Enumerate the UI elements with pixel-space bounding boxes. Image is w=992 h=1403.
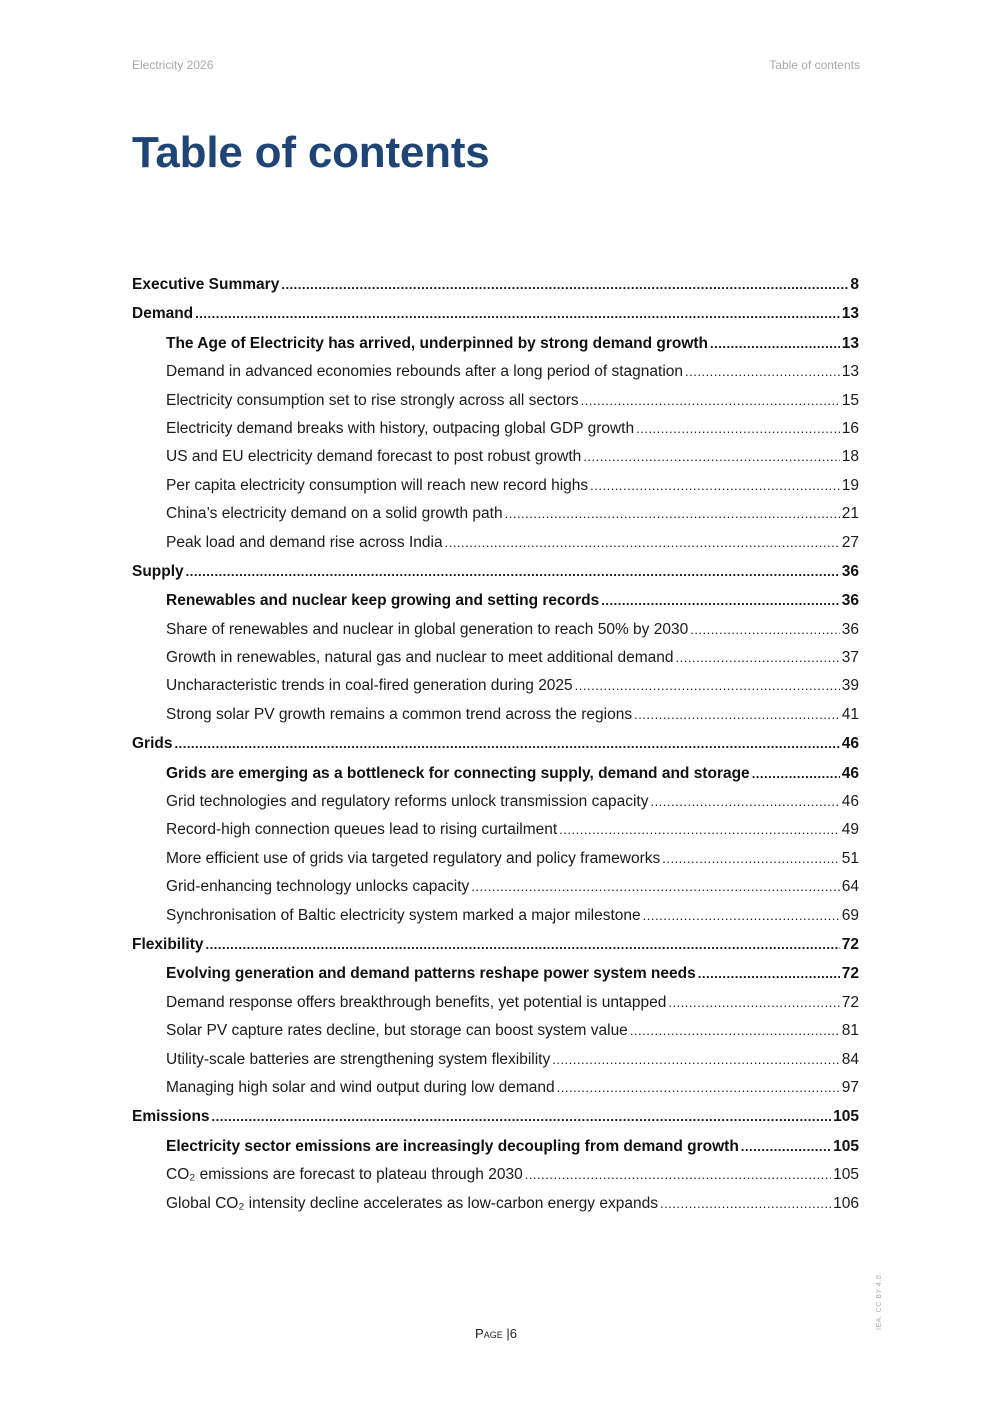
dot-leader bbox=[552, 1050, 840, 1070]
toc-entry-title: China’s electricity demand on a solid growth path bbox=[166, 505, 503, 523]
toc-subsection[interactable] bbox=[132, 676, 859, 696]
page-footer bbox=[0, 1326, 992, 1341]
toc-entry-title: Share of renewables and nuclear in global generation to reach 50% by 2030 bbox=[166, 620, 689, 638]
toc-page-number: 72 bbox=[841, 935, 859, 953]
toc-subsection[interactable] bbox=[132, 504, 859, 524]
toc-entry-title: Renewables and nuclear keep growing and setting records bbox=[166, 592, 600, 610]
toc-subsection[interactable] bbox=[132, 620, 859, 640]
toc-page-number: 39 bbox=[841, 677, 859, 695]
page-number: 6 bbox=[509, 1326, 517, 1341]
dot-leader bbox=[557, 1078, 840, 1098]
toc-entry-title: Solar PV capture rates decline, but storage can boost system value bbox=[166, 1022, 628, 1040]
toc-entry-title: Grids bbox=[132, 735, 173, 753]
page-title: Table of contents bbox=[132, 128, 490, 177]
toc-page-number: 69 bbox=[841, 906, 859, 924]
table-of-contents bbox=[132, 270, 859, 1214]
toc-page-number: 36 bbox=[841, 562, 859, 580]
toc-page-number: 49 bbox=[841, 821, 859, 839]
toc-entry-title: Per capita electricity consumption will reach new record highs bbox=[166, 476, 589, 494]
dot-leader bbox=[575, 676, 840, 696]
toc-subsection[interactable] bbox=[132, 705, 859, 725]
toc-entry-title: Synchronisation of Baltic electricity system marked a major milestone bbox=[166, 906, 641, 924]
dot-leader bbox=[281, 275, 848, 295]
toc-section[interactable] bbox=[132, 591, 859, 611]
toc-page-number: 16 bbox=[841, 419, 859, 437]
toc-subsection[interactable] bbox=[132, 820, 859, 840]
toc-entry-title: Electricity sector emissions are increasingly decoupling from demand growth bbox=[166, 1137, 739, 1155]
dot-leader bbox=[676, 648, 840, 668]
toc-page-number: 13 bbox=[841, 334, 859, 352]
toc-subsection[interactable] bbox=[132, 792, 859, 812]
toc-subsection[interactable] bbox=[132, 391, 859, 411]
toc-page-number: 81 bbox=[841, 1022, 859, 1040]
toc-page-number: 13 bbox=[841, 363, 859, 381]
toc-entry-title: Managing high solar and wind output during low demand bbox=[166, 1078, 555, 1096]
toc-page-number: 72 bbox=[841, 993, 859, 1011]
toc-page-number: 19 bbox=[841, 476, 859, 494]
toc-entry-title: Evolving generation and demand patterns reshape power system needs bbox=[166, 965, 696, 983]
dot-leader bbox=[206, 935, 840, 955]
toc-subsection[interactable] bbox=[132, 1194, 859, 1214]
toc-page-number: 37 bbox=[841, 649, 859, 667]
toc-subsection[interactable] bbox=[132, 993, 859, 1013]
dot-leader bbox=[445, 533, 840, 553]
dot-leader bbox=[650, 792, 839, 812]
toc-entry-title: Global CO₂ intensity decline accelerates as low-carbon energy expands bbox=[166, 1194, 658, 1212]
toc-entry-title: Electricity consumption set to rise strongly across all sectors bbox=[166, 391, 579, 409]
toc-subsection[interactable] bbox=[132, 1050, 859, 1070]
dot-leader bbox=[174, 734, 839, 754]
toc-entry-title: US and EU electricity demand forecast to post robust growth bbox=[166, 448, 582, 466]
dot-leader bbox=[195, 304, 840, 324]
dot-leader bbox=[630, 1021, 840, 1041]
toc-page-number: 13 bbox=[841, 305, 859, 323]
toc-subsection[interactable] bbox=[132, 1165, 859, 1185]
dot-leader bbox=[752, 764, 840, 784]
dot-leader bbox=[660, 1194, 831, 1214]
toc-subsection[interactable] bbox=[132, 906, 859, 926]
dot-leader bbox=[668, 993, 839, 1013]
toc-chapter[interactable] bbox=[132, 562, 859, 582]
toc-entry-title: Strong solar PV growth remains a common trend across the regions bbox=[166, 705, 633, 723]
toc-subsection[interactable] bbox=[132, 849, 859, 869]
toc-entry-title: Grid-enhancing technology unlocks capacity bbox=[166, 878, 470, 896]
toc-subsection[interactable] bbox=[132, 476, 859, 496]
dot-leader bbox=[186, 562, 840, 582]
toc-page-number: 46 bbox=[841, 764, 859, 782]
toc-chapter[interactable] bbox=[132, 935, 859, 955]
toc-entry-title: Grids are emerging as a bottleneck for connecting supply, demand and storage bbox=[166, 764, 750, 782]
toc-subsection[interactable] bbox=[132, 877, 859, 897]
toc-chapter[interactable] bbox=[132, 304, 859, 324]
dot-leader bbox=[601, 591, 839, 611]
toc-page-number: 21 bbox=[841, 505, 859, 523]
toc-page-number: 72 bbox=[841, 965, 859, 983]
toc-section[interactable] bbox=[132, 764, 859, 784]
toc-entry-title: Electricity demand breaks with history, outpacing global GDP growth bbox=[166, 419, 635, 437]
toc-entry-title: Demand bbox=[132, 305, 194, 323]
toc-entry-title: The Age of Electricity has arrived, underpinned by strong demand growth bbox=[166, 334, 709, 352]
dot-leader bbox=[636, 419, 840, 439]
toc-chapter[interactable] bbox=[132, 275, 859, 295]
dot-leader bbox=[741, 1137, 831, 1157]
toc-entry-title: Grid technologies and regulatory reforms unlock transmission capacity bbox=[166, 793, 649, 811]
license-note: IEA. CC BY 4.0. bbox=[876, 1272, 883, 1330]
toc-page-number: 18 bbox=[841, 448, 859, 466]
toc-subsection[interactable] bbox=[132, 447, 859, 467]
toc-entry-title: Supply bbox=[132, 562, 184, 580]
section-name: Table of contents bbox=[769, 58, 860, 72]
toc-chapter[interactable] bbox=[132, 734, 859, 754]
toc-chapter[interactable] bbox=[132, 1107, 859, 1127]
dot-leader bbox=[685, 362, 840, 382]
dot-leader bbox=[471, 877, 839, 897]
toc-entry-title: Utility-scale batteries are strengthening system flexibility bbox=[166, 1050, 551, 1068]
toc-page-number: 36 bbox=[841, 592, 859, 610]
toc-page-number: 46 bbox=[841, 793, 859, 811]
toc-page-number: 15 bbox=[841, 391, 859, 409]
toc-entry-title: Peak load and demand rise across India bbox=[166, 533, 443, 551]
dot-leader bbox=[690, 620, 840, 640]
toc-page-number: 105 bbox=[833, 1166, 859, 1184]
toc-section[interactable] bbox=[132, 964, 859, 984]
toc-entry-title: Record-high connection queues lead to rising curtailment bbox=[166, 821, 558, 839]
dot-leader bbox=[662, 849, 840, 869]
page-separator: | bbox=[506, 1326, 510, 1341]
toc-subsection[interactable] bbox=[132, 648, 859, 668]
toc-entry-title: CO₂ emissions are forecast to plateau through 2030 bbox=[166, 1166, 523, 1184]
toc-page-number: 105 bbox=[833, 1137, 859, 1155]
toc-entry-title: Demand in advanced economies rebounds after a long period of stagnation bbox=[166, 363, 684, 381]
dot-leader bbox=[590, 476, 840, 496]
toc-entry-title: Flexibility bbox=[132, 935, 204, 953]
toc-entry-title: Emissions bbox=[132, 1108, 210, 1126]
dot-leader bbox=[505, 504, 840, 524]
toc-entry-title: Executive Summary bbox=[132, 276, 280, 293]
toc-page-number: 51 bbox=[841, 849, 859, 867]
toc-subsection[interactable] bbox=[132, 533, 859, 553]
toc-entry-title: Growth in renewables, natural gas and nuclear to meet additional demand bbox=[166, 649, 674, 667]
dot-leader bbox=[212, 1107, 832, 1127]
toc-entry-title: Demand response offers breakthrough benefits, yet potential is untapped bbox=[166, 993, 667, 1011]
toc-page-number: 41 bbox=[841, 705, 859, 723]
toc-subsection[interactable] bbox=[132, 1021, 859, 1041]
toc-section[interactable] bbox=[132, 1137, 859, 1157]
toc-page-number: 27 bbox=[841, 533, 859, 551]
toc-page-number: 97 bbox=[841, 1078, 859, 1096]
dot-leader bbox=[634, 705, 840, 725]
toc-subsection[interactable] bbox=[132, 1078, 859, 1098]
dot-leader bbox=[583, 447, 839, 467]
toc-section[interactable] bbox=[132, 334, 859, 354]
report-name: Electricity 2026 bbox=[132, 58, 214, 72]
toc-page-number: 46 bbox=[841, 735, 859, 753]
dot-leader bbox=[559, 820, 840, 840]
toc-page-number: 105 bbox=[833, 1108, 859, 1126]
toc-page-number: 84 bbox=[841, 1050, 859, 1068]
toc-subsection[interactable] bbox=[132, 362, 859, 382]
dot-leader bbox=[698, 964, 840, 984]
dot-leader bbox=[710, 334, 840, 354]
toc-entry-title: More efficient use of grids via targeted regulatory and policy frameworks bbox=[166, 849, 661, 867]
dot-leader bbox=[643, 906, 840, 926]
toc-page-number: 106 bbox=[833, 1194, 859, 1212]
toc-page-number: 64 bbox=[841, 878, 859, 896]
toc-subsection[interactable] bbox=[132, 419, 859, 439]
toc-page-number: 36 bbox=[841, 620, 859, 638]
dot-leader bbox=[525, 1165, 831, 1185]
toc-page-number: 8 bbox=[850, 276, 859, 293]
toc-entry-title: Uncharacteristic trends in coal-fired generation during 2025 bbox=[166, 677, 573, 695]
page-label: Page bbox=[475, 1326, 503, 1341]
dot-leader bbox=[581, 391, 840, 411]
